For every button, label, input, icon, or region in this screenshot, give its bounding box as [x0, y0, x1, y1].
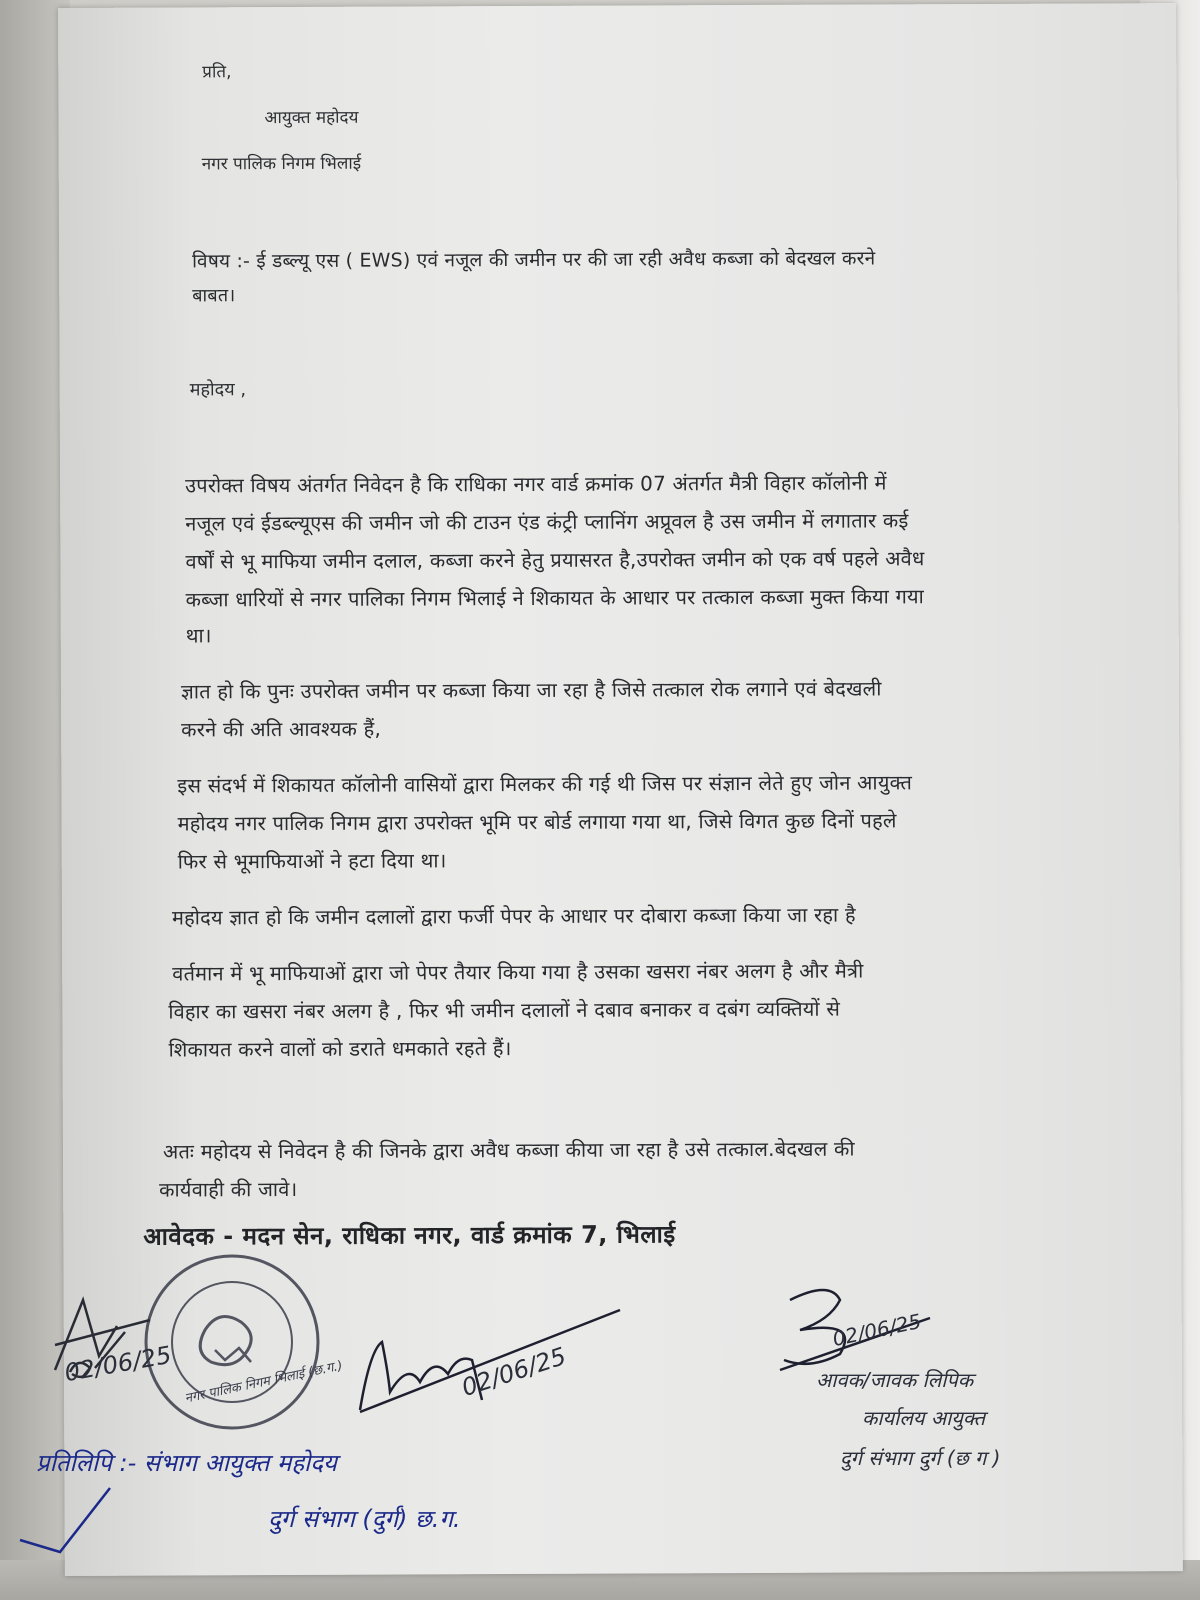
para6-line: अतः महोदय से निवेदन है की जिनके द्वारा अवैध कब्जा कीया जा रहा है उसे तत्काल.बेदखल की	[162, 1136, 855, 1164]
middle-signature	[360, 1310, 620, 1412]
applicant-line: आवेदक - मदन सेन, राधिका नगर, वार्ड क्रमांक 7, भिलाई	[143, 1220, 676, 1251]
left-signature-date: 02/06/25	[62, 1340, 174, 1388]
para5-line: शिकायत करने वालों को डराते धमकाते रहते हैं।	[168, 1036, 512, 1062]
right-signature-date: 02/06/25	[830, 1308, 924, 1352]
para5-line: विहार का खसरा नंबर अलग है , फिर भी जमीन दलालों ने दबाव बनाकर व दबंग व्यक्तियों से	[168, 996, 841, 1024]
copy-to-line: प्रतिलिपि :- संभाग आयुक्त महोदय	[36, 1449, 337, 1477]
para6-line: कार्यवाही की जावे।	[159, 1176, 298, 1202]
para3-line: इस संदर्भ में शिकायत कॉलोनी वासियों द्वारा मिलकर की गई थी जिस पर संज्ञान लेते हुए जोन आयुक्त	[177, 770, 913, 798]
receipt-stamp-line: दुर्ग संभाग दुर्ग (छ ग )	[840, 1446, 1001, 1470]
para1-line: उपरोक्त विषय अंतर्गत निवेदन है कि राधिका नगर वार्ड क्रमांक 07 अंतर्गत मैत्री विहार कॉलोनी में	[185, 470, 887, 498]
greeting: महोदय ,	[189, 379, 247, 401]
recipient-title: आयुक्त महोदय	[264, 107, 359, 129]
copy-to-line: दुर्ग संभाग (दुर्ग) छ.ग.	[268, 1505, 461, 1533]
recipient-org: नगर पालिक निगम भिलाई	[201, 153, 362, 175]
para3-line: महोदय नगर पालिक निगम द्वारा उपरोक्त भूमि पर बोर्ड लगाया गया था, जिसे विगत कुछ दिनों पहले	[177, 808, 897, 836]
subject-line: विषय :- ई डब्ल्यू एस ( EWS) एवं नजूल की जमीन पर की जा रही अवैध कब्जा को बेदखल करने	[192, 247, 876, 273]
office-seal	[146, 1256, 318, 1428]
receipt-stamp-line: आवक/जावक लिपिक	[816, 1368, 974, 1392]
middle-signature-date: 02/06/25	[458, 1342, 570, 1402]
para1-line: कब्जा धारियों से नगर पालिका निगम भिलाई ने शिकायत के आधार पर तत्काल कब्जा मुक्त किया गया	[185, 584, 925, 612]
subject-line: बाबत।	[192, 285, 236, 307]
check-mark	[20, 1488, 110, 1552]
salutation-to: प्रति,	[202, 62, 232, 83]
para2-line: करने की अति आवश्यक हैं,	[181, 716, 382, 742]
para5-line: वर्तमान में भू माफियाओं द्वारा जो पेपर तैयार किया गया है उसका खसरा नंबर अलग है और मैत्री	[172, 958, 864, 986]
para3-line: फिर से भूमाफियाओं ने हटा दिया था।	[177, 848, 447, 874]
para4-line: महोदय ज्ञात हो कि जमीन दलालों द्वारा फर्जी पेपर के आधार पर दोबारा कब्जा किया जा रहा है	[171, 902, 856, 930]
receipt-stamp-line: कार्यालय आयुक्त	[862, 1406, 985, 1430]
seal-text: नगर पालिक निगम भिलाई (छ.ग.)	[183, 1358, 345, 1407]
para1-line: नजूल एवं ईडब्ल्यूएस की जमीन जो की टाउन एंड कंट्री प्लानिंग अप्रूवल है उस जमीन में लगातार कई	[185, 508, 909, 536]
para2-line: ज्ञात हो कि पुनः उपरोक्त जमीन पर कब्जा किया जा रहा है जिसे तत्काल रोक लगाने एवं बेदखली	[180, 676, 882, 704]
para1-line: था।	[185, 623, 212, 648]
para1-line: वर्षों से भू माफिया जमीन दलाल, कब्जा करने हेतु प्रयासरत है,उपरोक्त जमीन को एक वर्ष पहले अवैध	[185, 546, 925, 574]
